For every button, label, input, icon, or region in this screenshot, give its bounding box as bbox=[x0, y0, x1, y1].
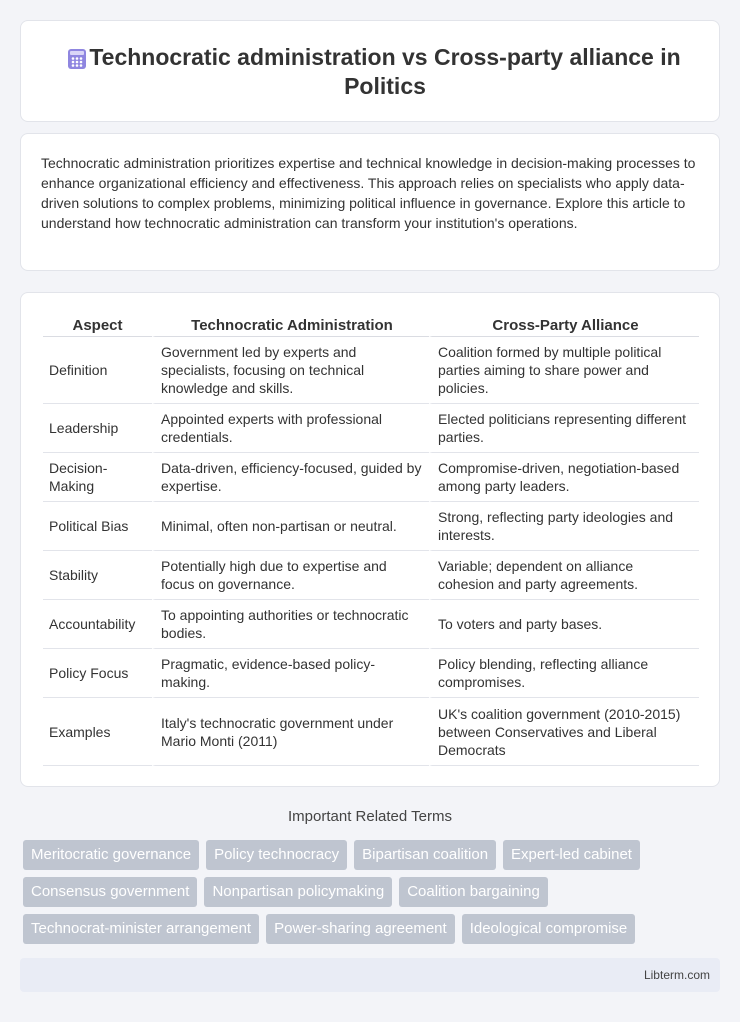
comparison-table bbox=[43, 315, 699, 766]
row-aspect: Stability bbox=[43, 551, 152, 600]
related-terms-heading: Important Related Terms bbox=[288, 808, 452, 825]
table-row bbox=[43, 649, 699, 698]
related-terms bbox=[23, 840, 723, 951]
row-cross-party: To voters and party bases. bbox=[429, 600, 699, 649]
table-row bbox=[43, 453, 699, 502]
related-term-tag[interactable]: Expert-led cabinet bbox=[503, 840, 640, 870]
table-row bbox=[43, 600, 699, 649]
row-cross-party: Compromise-driven, negotiation-based among party leaders. bbox=[429, 453, 699, 502]
table-row bbox=[43, 337, 699, 404]
header-aspect: Aspect bbox=[43, 315, 152, 337]
header-card bbox=[20, 20, 720, 122]
table-header-row bbox=[43, 315, 699, 337]
tag-row bbox=[23, 877, 723, 907]
row-technocratic: Italy's technocratic government under Mario Monti (2011) bbox=[152, 698, 429, 766]
table-row bbox=[43, 502, 699, 551]
row-aspect: Definition bbox=[43, 337, 152, 404]
row-cross-party: Strong, reflecting party ideologies and interests. bbox=[429, 502, 699, 551]
row-cross-party: Elected politicians representing different parties. bbox=[429, 404, 699, 453]
footer bbox=[20, 958, 720, 992]
related-term-tag[interactable]: Ideological compromise bbox=[462, 914, 636, 944]
row-technocratic: Government led by experts and specialists, focusing on technical knowledge and skills. bbox=[152, 337, 429, 404]
page-title: Technocratic administration vs Cross-party alliance in Politics bbox=[89, 44, 681, 99]
row-aspect: Examples bbox=[43, 698, 152, 766]
intro-card bbox=[20, 133, 720, 271]
row-aspect: Political Bias bbox=[43, 502, 152, 551]
row-technocratic: Potentially high due to expertise and focus on governance. bbox=[152, 551, 429, 600]
row-aspect: Leadership bbox=[43, 404, 152, 453]
related-term-tag[interactable]: Policy technocracy bbox=[206, 840, 347, 870]
related-term-tag[interactable]: Technocrat-minister arrangement bbox=[23, 914, 259, 944]
row-technocratic: To appointing authorities or technocratic bodies. bbox=[152, 600, 429, 649]
related-term-tag[interactable]: Consensus government bbox=[23, 877, 197, 907]
related-term-tag[interactable]: Bipartisan coalition bbox=[354, 840, 496, 870]
row-technocratic: Appointed experts with professional credentials. bbox=[152, 404, 429, 453]
related-term-tag[interactable]: Power-sharing agreement bbox=[266, 914, 455, 944]
related-term-tag[interactable]: Meritocratic governance bbox=[23, 840, 199, 870]
row-technocratic: Minimal, often non-partisan or neutral. bbox=[152, 502, 429, 551]
row-aspect: Policy Focus bbox=[43, 649, 152, 698]
table-row bbox=[43, 698, 699, 766]
row-aspect: Decision-Making bbox=[43, 453, 152, 502]
row-technocratic: Pragmatic, evidence-based policy-making. bbox=[152, 649, 429, 698]
row-technocratic: Data-driven, efficiency-focused, guided by expertise. bbox=[152, 453, 429, 502]
table-row bbox=[43, 551, 699, 600]
row-cross-party: Policy blending, reflecting alliance compromises. bbox=[429, 649, 699, 698]
row-cross-party: Variable; dependent on alliance cohesion and party agreements. bbox=[429, 551, 699, 600]
related-term-tag[interactable]: Coalition bargaining bbox=[399, 877, 548, 907]
tag-row bbox=[23, 914, 723, 944]
header-technocratic: Technocratic Administration bbox=[152, 315, 429, 337]
row-aspect: Accountability bbox=[43, 600, 152, 649]
footer-brand-link[interactable]: Libterm.com bbox=[643, 968, 710, 982]
row-cross-party: UK's coalition government (2010-2015) between Conservatives and Liberal Democrats bbox=[429, 698, 699, 766]
intro-paragraph: Technocratic administration prioritizes expertise and technical knowledge in decision-making processes to enhance organizational efficiency and effectiveness. This approach relies on specialists who apply data-driven solutions to complex problems, minimizing political influence in governance. Explore this article to understand how technocratic administration can transform your institution's operations. bbox=[41, 155, 696, 231]
table-row bbox=[43, 404, 699, 453]
header-cross-party: Cross-Party Alliance bbox=[429, 315, 699, 337]
related-term-tag[interactable]: Nonpartisan policymaking bbox=[204, 877, 392, 907]
row-cross-party: Coalition formed by multiple political parties aiming to share power and policies. bbox=[429, 337, 699, 404]
comparison-card bbox=[20, 292, 720, 787]
tag-row bbox=[23, 840, 723, 870]
